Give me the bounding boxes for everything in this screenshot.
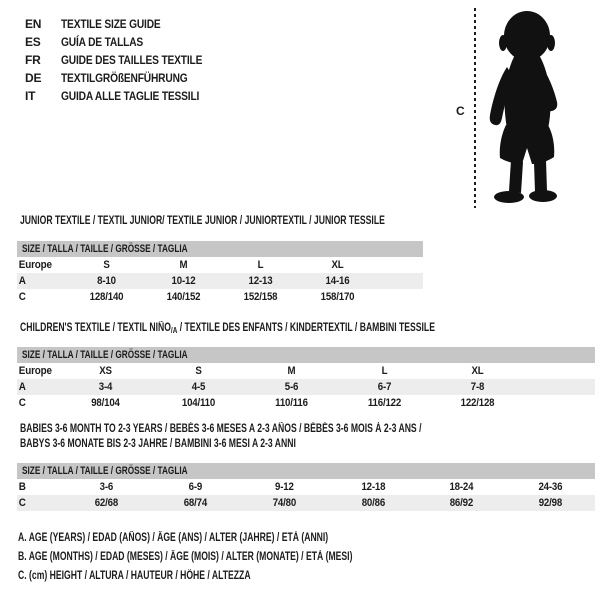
language-row-fr: [25, 51, 227, 69]
table-row-height: [17, 395, 595, 411]
note-height-cm: [18, 567, 464, 586]
babies-section-title: [20, 422, 555, 452]
age-cell: 6-9: [188, 481, 203, 493]
children-size-table: [17, 347, 595, 411]
language-code: DE: [25, 71, 42, 85]
children-section-title: [20, 321, 573, 336]
row-label: C: [18, 497, 26, 509]
row-label: B: [18, 481, 26, 493]
size-header-band: [17, 241, 423, 257]
size-cell: S: [195, 365, 202, 377]
size-header-band: [17, 463, 595, 479]
row-label: A: [18, 381, 26, 393]
language-row-it: [25, 87, 227, 105]
language-title: TEXTILGRÖßENFÜHRUNG: [61, 71, 188, 85]
age-cell: 6-7: [377, 381, 392, 393]
children-title-post: / TEXTILE DES ENFANTS / KINDERTEXTIL / BAMBINI TESSILE: [177, 322, 435, 334]
age-cell: 3-6: [100, 481, 114, 493]
size-cell: L: [381, 365, 388, 377]
note-age-years: [18, 529, 464, 548]
age-cell: 4-5: [191, 381, 206, 393]
junior-title-text: JUNIOR TEXTILE / TEXTIL JUNIOR/ TEXTILE JUNIOR / JUNIORTEXTIL / JUNIOR TESSILE: [20, 215, 385, 227]
height-cell: 116/122: [367, 397, 402, 409]
size-header-text: SIZE / TALLA / TAILLE / GRÖSSE / TAGLIA: [22, 349, 188, 361]
height-cell: 128/140: [89, 291, 124, 303]
height-cell: 110/116: [275, 397, 308, 409]
babies-size-table: [17, 463, 595, 511]
note-text: C. (cm) HEIGHT / ALTURA / HAUTEUR / HÖHE / ALTEZZA: [18, 570, 251, 582]
note-text: A. AGE (YEARS) / EDAD (AÑOS) / ÂGE (ANS) / ALTER (JAHRE) / ETÀ (ANNI): [18, 532, 329, 544]
age-cell: 9-12: [274, 481, 294, 493]
size-cell: L: [257, 259, 264, 271]
junior-section-title: [20, 214, 506, 229]
language-title: GUÍA DE TALLAS: [61, 35, 144, 49]
age-cell: 8-10: [97, 275, 116, 287]
table-row-age-years: [17, 273, 423, 289]
language-title: GUIDE DES TAILLES TEXTILE: [61, 53, 203, 67]
children-title-pre: CHILDREN'S TEXTILE / TEXTIL NIÑO: [20, 322, 171, 334]
row-label: A: [18, 275, 26, 287]
legend-notes: [18, 529, 464, 586]
babies-title-line1: BABIES 3-6 MONTH TO 2-3 YEARS / BEBÉS 3-6 MESES A 2-3 AÑOS / BÉBÉS 3-6 MOIS À 2-3 ANS /: [20, 423, 422, 435]
age-cell: 10-12: [171, 275, 196, 287]
height-cell: 74/80: [272, 497, 297, 509]
table-row-height: [17, 289, 423, 305]
size-cell: M: [179, 259, 188, 271]
size-header-text: SIZE / TALLA / TAILLE / GRÖSSE / TAGLIA: [22, 243, 188, 255]
age-cell: 24-36: [538, 481, 563, 493]
row-label: C: [18, 397, 26, 409]
size-header-band: [17, 347, 595, 363]
table-row-europe: [17, 257, 423, 273]
children-title-subscript: /A: [170, 325, 178, 335]
table-row-age-months: [17, 479, 595, 495]
height-cell: 122/128: [460, 397, 495, 409]
language-code: IT: [25, 89, 36, 103]
table-row-height: [17, 495, 595, 511]
language-header: [25, 15, 227, 105]
language-code: FR: [25, 53, 41, 67]
height-cell: 68/74: [183, 497, 208, 509]
note-text: B. AGE (MONTHS) / EDAD (MESES) / ÂGE (MOIS) / ALTER (MONATE) / ETÀ (MESI): [18, 551, 353, 563]
size-cell: M: [287, 365, 296, 377]
language-code: ES: [25, 35, 41, 49]
height-cell: 140/152: [166, 291, 201, 303]
height-cell: 104/110: [181, 397, 216, 409]
height-cell: 62/68: [95, 497, 119, 509]
age-cell: 12-18: [361, 481, 386, 493]
height-cell: 98/104: [91, 397, 120, 409]
toddler-silhouette-icon: [486, 7, 576, 207]
table-row-europe: [17, 363, 595, 379]
junior-size-table: [17, 241, 423, 305]
children-title-text: [20, 321, 435, 336]
height-cell: 80/86: [361, 497, 385, 509]
age-cell: 5-6: [284, 381, 299, 393]
size-cell: S: [103, 259, 110, 271]
note-age-months: [18, 548, 464, 567]
size-cell: XS: [99, 365, 112, 377]
size-header-text: SIZE / TALLA / TAILLE / GRÖSSE / TAGLIA: [22, 465, 188, 477]
row-label: Europe: [18, 259, 52, 271]
table-row-age-years: [17, 379, 595, 395]
height-cell: 152/158: [243, 291, 278, 303]
babies-title-line2: BABYS 3-6 MONATE BIS 2-3 JAHRE / BAMBINI 3-6 MESI A 2-3 ANNI: [20, 438, 296, 450]
height-cell: 86/92: [450, 497, 474, 509]
size-cell: XL: [331, 259, 344, 271]
row-label: C: [18, 291, 26, 303]
language-code: EN: [25, 17, 42, 31]
age-cell: 18-24: [449, 481, 474, 493]
height-measure-label: C: [456, 104, 465, 118]
language-title: TEXTILE SIZE GUIDE: [61, 17, 161, 31]
language-title: GUIDA ALLE TAGLIE TESSILI: [61, 89, 200, 103]
size-cell: XL: [471, 365, 484, 377]
age-cell: 3-4: [98, 381, 113, 393]
height-measure-dotted-line: [474, 8, 476, 208]
language-row-de: [25, 69, 227, 87]
age-cell: 12-13: [248, 275, 273, 287]
age-cell: 7-8: [470, 381, 485, 393]
height-cell: 92/98: [538, 497, 563, 509]
age-cell: 14-16: [325, 275, 350, 287]
row-label: Europe: [18, 365, 52, 377]
height-cell: 158/170: [320, 291, 355, 303]
language-row-en: [25, 15, 227, 33]
language-row-es: [25, 33, 227, 51]
